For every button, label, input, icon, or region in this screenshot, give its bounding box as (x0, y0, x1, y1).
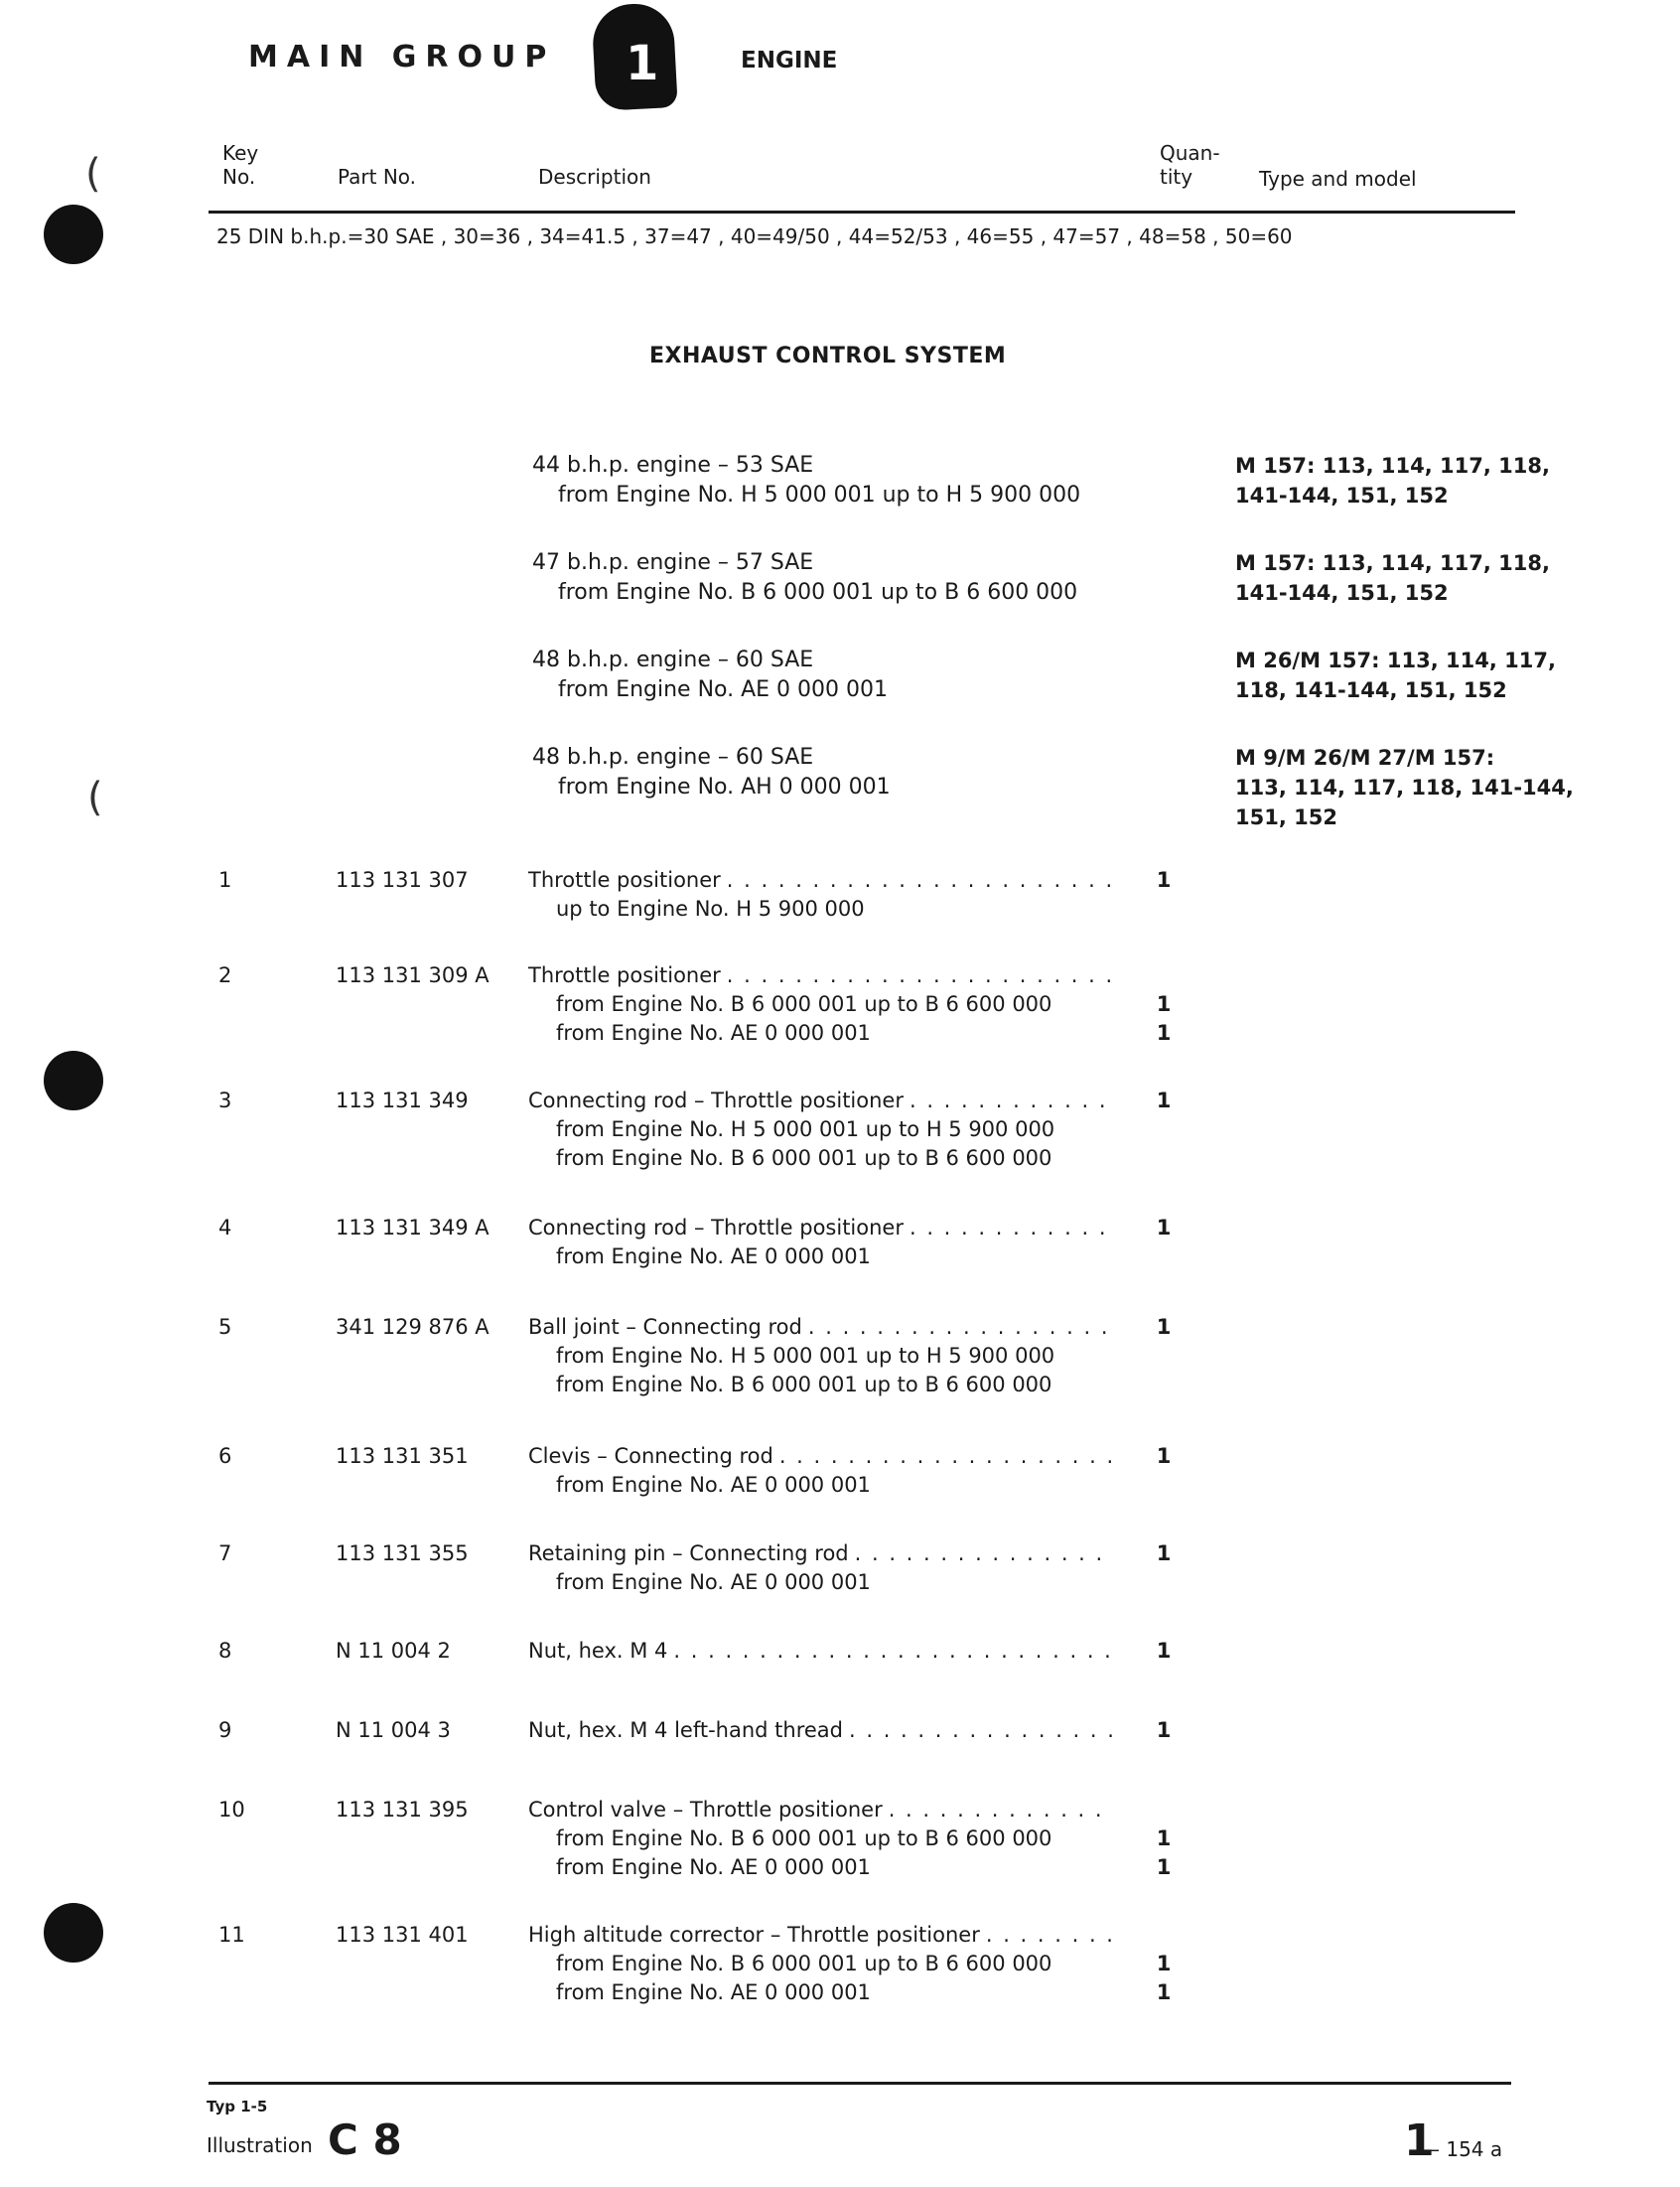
quantity-value (1152, 1921, 1176, 1950)
quantity-value: 1 (1156, 1718, 1172, 1742)
page-number: 1 (1404, 2115, 1435, 2166)
engine-variant-line1: 44 b.h.p. engine – 53 SAE (532, 453, 814, 478)
quantity-value: 1 (1156, 1089, 1172, 1112)
header-rule (209, 211, 1515, 214)
quantity-value (1152, 961, 1176, 990)
part-quantity (1152, 961, 1176, 1048)
part-applicability: from Engine No. AE 0 000 001 (556, 1855, 871, 1879)
section-title: EXHAUST CONTROL SYSTEM (649, 344, 1007, 368)
quantity-value: 1 (1156, 1315, 1172, 1339)
part-description (528, 1716, 1114, 1745)
part-number: 341 129 876 A (336, 1315, 490, 1339)
part-description-text: High altitude corrector – Throttle positioner (528, 1923, 980, 1947)
engine-variant (532, 743, 1168, 802)
col-header-description: Description (538, 165, 651, 189)
leader-dots (673, 1637, 1114, 1666)
conversion-note: 25 DIN b.h.p.=30 SAE , 30=36 , 34=41.5 , 37=47 , 40=49/50 , 44=52/53 , 46=55 , 47=57 , 48=58 , 50=60 (216, 224, 1293, 248)
quantity-value: 1 (1156, 1952, 1172, 1975)
engine-variant (532, 451, 1168, 510)
part-quantity (1152, 1442, 1176, 1471)
quantity-value: 1 (1156, 992, 1172, 1016)
quantity-value (1152, 1796, 1176, 1824)
part-key-no: 2 (218, 963, 232, 987)
part-applicability: from Engine No. AE 0 000 001 (556, 1473, 871, 1497)
leader-dots (849, 1716, 1114, 1745)
part-key-no: 5 (218, 1315, 232, 1339)
part-description (528, 1796, 1114, 1882)
part-number: 113 131 309 A (336, 963, 490, 987)
bracket-mark: ( (87, 775, 103, 820)
main-group-label: MAIN GROUP (248, 40, 556, 74)
part-description-text: Ball joint – Connecting rod (528, 1315, 802, 1339)
part-quantity (1152, 1313, 1176, 1342)
leader-dots (808, 1313, 1114, 1342)
footer-rule (209, 2082, 1511, 2085)
part-description (528, 1637, 1114, 1666)
group-name: ENGINE (741, 48, 838, 73)
part-key-no: 7 (218, 1541, 232, 1565)
quantity-value: 1 (1156, 1021, 1172, 1045)
quantity-value: 1 (1156, 1826, 1172, 1850)
part-number: N 11 004 2 (336, 1639, 451, 1663)
engine-variant-line2: from Engine No. AH 0 000 001 (558, 775, 891, 800)
leader-dots (889, 1796, 1114, 1824)
part-description-text: Clevis – Connecting rod (528, 1444, 773, 1468)
part-applicability: from Engine No. H 5 000 001 up to H 5 900 000 (556, 1344, 1055, 1368)
engine-variant (532, 548, 1168, 608)
quantity-value: 1 (1156, 868, 1172, 892)
part-description-text: Control valve – Throttle positioner (528, 1798, 883, 1822)
part-description (528, 1087, 1114, 1173)
part-quantity (1152, 1087, 1176, 1115)
part-number: 113 131 355 (336, 1541, 469, 1565)
part-applicability: from Engine No. B 6 000 001 up to B 6 600 000 (556, 1373, 1052, 1396)
quantity-value: 1 (1156, 1541, 1172, 1565)
part-description (528, 1442, 1114, 1500)
type-label: Typ 1-5 (207, 2098, 268, 2115)
part-description-text: Connecting rod – Throttle positioner (528, 1089, 904, 1112)
quantity-value: 1 (1156, 1855, 1172, 1879)
part-quantity (1152, 1716, 1176, 1745)
part-applicability: from Engine No. H 5 000 001 up to H 5 900 000 (556, 1117, 1055, 1141)
group-number: 1 (626, 36, 659, 91)
engine-variant-line1: 48 b.h.p. engine – 60 SAE (532, 745, 814, 770)
illustration-label: Illustration (207, 2133, 313, 2157)
engine-variant-models: M 157: 113, 114, 117, 118, 141-144, 151, 152 (1235, 551, 1550, 605)
part-quantity (1152, 1796, 1176, 1882)
part-quantity (1152, 1637, 1176, 1666)
part-description-text: Nut, hex. M 4 (528, 1639, 668, 1663)
page-number-suffix: – 154 a (1430, 2137, 1503, 2161)
engine-variant-line1: 47 b.h.p. engine – 57 SAE (532, 550, 814, 575)
part-number: 113 131 351 (336, 1444, 469, 1468)
part-applicability: from Engine No. AE 0 000 001 (556, 1244, 871, 1268)
leader-dots (727, 866, 1114, 895)
col-header-type-model: Type and model (1259, 167, 1417, 191)
leader-dots (727, 961, 1114, 990)
part-description-text: Nut, hex. M 4 left-hand thread (528, 1718, 843, 1742)
part-key-no: 10 (218, 1798, 245, 1822)
part-number: 113 131 307 (336, 868, 469, 892)
leader-dots (855, 1539, 1114, 1568)
engine-variant-line2: from Engine No. AE 0 000 001 (558, 677, 889, 702)
part-description (528, 1313, 1114, 1399)
part-description-text: Retaining pin – Connecting rod (528, 1541, 849, 1565)
part-key-no: 3 (218, 1089, 232, 1112)
leader-dots (986, 1921, 1114, 1950)
part-key-no: 9 (218, 1718, 232, 1742)
part-applicability: from Engine No. AE 0 000 001 (556, 1570, 871, 1594)
part-quantity (1152, 1921, 1176, 2007)
part-description (528, 1214, 1114, 1271)
part-quantity (1152, 866, 1176, 895)
part-description (528, 866, 1114, 924)
engine-variant-line1: 48 b.h.p. engine – 60 SAE (532, 648, 814, 672)
leader-dots (910, 1214, 1114, 1242)
leader-dots (910, 1087, 1114, 1115)
part-number: N 11 004 3 (336, 1718, 451, 1742)
col-header-key-no: Key No. (222, 141, 259, 189)
part-key-no: 4 (218, 1216, 232, 1239)
part-applicability: from Engine No. AE 0 000 001 (556, 1980, 871, 2004)
part-key-no: 8 (218, 1639, 232, 1663)
part-description (528, 1539, 1114, 1597)
punch-hole (44, 1903, 103, 1963)
part-number: 113 131 349 (336, 1089, 469, 1112)
col-header-quantity: Quan- tity (1160, 141, 1220, 189)
part-quantity (1152, 1539, 1176, 1568)
engine-variant (532, 646, 1168, 705)
part-description-text: Throttle positioner (528, 868, 721, 892)
bracket-mark: ( (85, 151, 101, 197)
engine-variant-models: M 26/M 157: 113, 114, 117, 118, 141-144, 151, 152 (1235, 649, 1556, 702)
quantity-value: 1 (1156, 1980, 1172, 2004)
part-applicability: from Engine No. B 6 000 001 up to B 6 600 000 (556, 1826, 1052, 1850)
part-number: 113 131 395 (336, 1798, 469, 1822)
part-description (528, 961, 1114, 1048)
part-quantity (1152, 1214, 1176, 1242)
part-description (528, 1921, 1114, 2007)
col-header-part-no: Part No. (338, 165, 417, 189)
part-applicability: from Engine No. B 6 000 001 up to B 6 600 000 (556, 992, 1052, 1016)
leader-dots (779, 1442, 1114, 1471)
engine-variant-models: M 157: 113, 114, 117, 118, 141-144, 151, 152 (1235, 454, 1550, 508)
quantity-value: 1 (1156, 1444, 1172, 1468)
quantity-value: 1 (1156, 1639, 1172, 1663)
part-description-text: Connecting rod – Throttle positioner (528, 1216, 904, 1239)
punch-hole (44, 205, 103, 264)
engine-variant-models: M 9/M 26/M 27/M 157: 113, 114, 117, 118, 141-144, 151, 152 (1235, 746, 1574, 829)
quantity-value: 1 (1156, 1216, 1172, 1239)
engine-variant-line2: from Engine No. H 5 000 001 up to H 5 900 000 (558, 483, 1081, 508)
part-applicability: from Engine No. AE 0 000 001 (556, 1021, 871, 1045)
punch-hole (44, 1051, 103, 1110)
part-key-no: 11 (218, 1923, 245, 1947)
part-key-no: 1 (218, 868, 232, 892)
part-applicability: up to Engine No. H 5 900 000 (556, 897, 865, 921)
part-applicability: from Engine No. B 6 000 001 up to B 6 600 000 (556, 1146, 1052, 1170)
part-number: 113 131 349 A (336, 1216, 490, 1239)
part-key-no: 6 (218, 1444, 232, 1468)
engine-variant-line2: from Engine No. B 6 000 001 up to B 6 600 000 (558, 580, 1078, 605)
part-applicability: from Engine No. B 6 000 001 up to B 6 600 000 (556, 1952, 1052, 1975)
part-description-text: Throttle positioner (528, 963, 721, 987)
part-number: 113 131 401 (336, 1923, 469, 1947)
illustration-code: C 8 (328, 2115, 402, 2164)
